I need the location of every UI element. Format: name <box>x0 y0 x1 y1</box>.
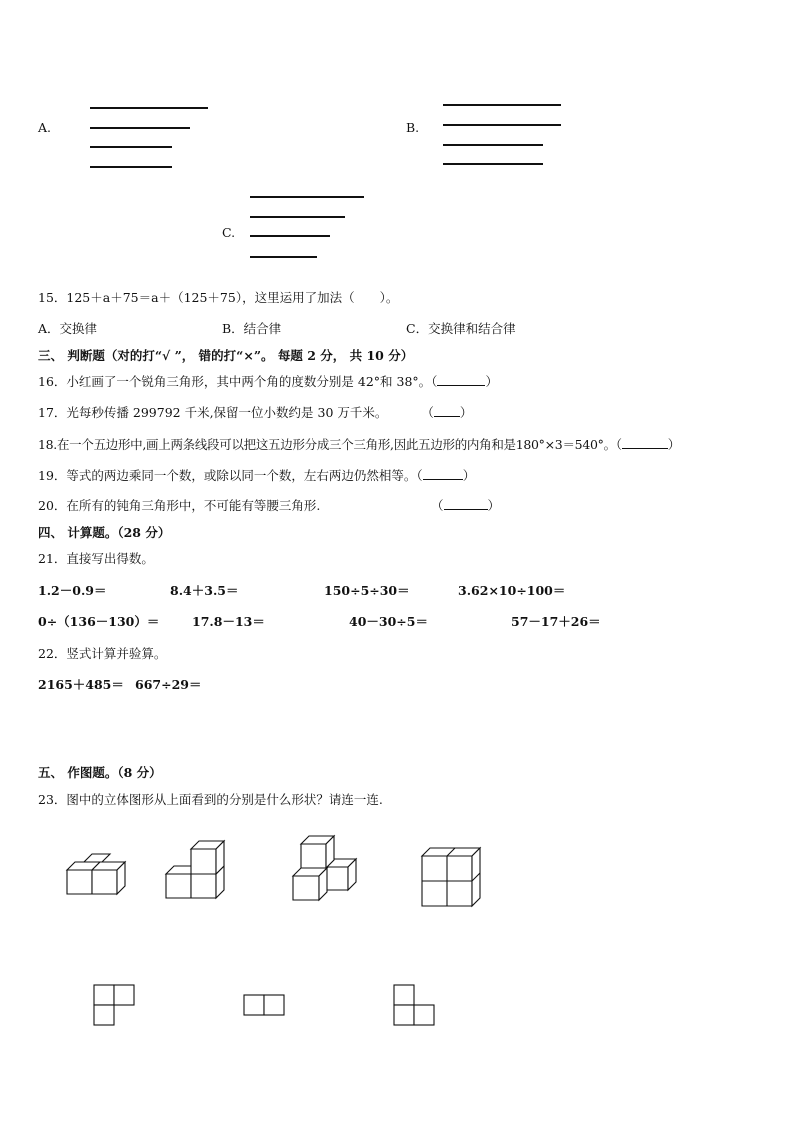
option-a-line-4 <box>90 166 172 168</box>
option-b-line-2 <box>443 124 561 126</box>
cube-block-icon[interactable] <box>419 844 483 908</box>
q23-text: 23．图中的立体图形从上面看到的分别是什么形状？请连一连. <box>38 792 383 807</box>
q15-option-b[interactable]: B．结合律 <box>222 321 282 336</box>
q21-r2-c2: 17.8－13＝ <box>192 614 265 629</box>
l-shape-view-icon[interactable] <box>93 984 137 1028</box>
q18-paren-close: ） <box>667 437 680 452</box>
q16-text <box>38 376 498 389</box>
q21-r1-c1: 1.2－0.9＝ <box>38 583 107 598</box>
q15-text: 15．125＋a＋75＝a＋（125＋75），这里运用了加法（ ）。 <box>38 290 399 305</box>
q20-paren-open: （ <box>431 498 444 513</box>
q17-text <box>38 407 472 420</box>
q18-text <box>38 439 680 452</box>
q17-answer-blank[interactable] <box>434 416 460 417</box>
q15-option-c[interactable]: C．交换律和结合律 <box>406 321 516 336</box>
q18-statement: 18.在一个五边形中,画上两条线段可以把这五边形分成三个三角形,因此五边形的内角和是180°×3＝540°。 <box>38 437 616 452</box>
q22-item-1: 2165＋485＝ <box>38 677 124 692</box>
option-c-line-4 <box>250 256 317 258</box>
q20-paren-close: ） <box>487 498 501 513</box>
option-c-line-1 <box>250 196 364 198</box>
q21-text: 21．直接写出得数。 <box>38 551 154 566</box>
q16-statement: 16．小红画了一个锐角三角形，其中两个角的度数分别是 42°和 38°。 <box>38 374 432 389</box>
q18-answer-blank[interactable] <box>622 448 668 449</box>
option-b-line-3 <box>443 144 543 146</box>
q19-statement: 19．等式的两边乘同一个数，或除以同一个数，左右两边仍然相等。 <box>38 468 417 483</box>
section3-title: 三、 判断题（对的打“√ ”， 错的打“×”。 每题 2 分， 共 10 分） <box>38 348 414 363</box>
q16-paren-open: （ <box>431 374 438 389</box>
q21-r2-c1: 0÷（136－130）＝ <box>38 614 160 629</box>
q19-paren-open: （ <box>416 468 423 483</box>
option-a-label: A. <box>38 120 52 135</box>
section5-title: 五、 作图题。（8 分） <box>38 765 162 780</box>
option-a-line-1 <box>90 107 208 109</box>
q21-r2-c3: 40－30÷5＝ <box>349 614 428 629</box>
option-c-line-3 <box>250 235 330 237</box>
q16-answer-blank[interactable] <box>437 385 485 386</box>
q15-option-a[interactable]: A．交换律 <box>38 321 98 336</box>
option-b-line-1 <box>443 104 561 106</box>
two-cubes-row-icon[interactable] <box>62 852 128 898</box>
q19-paren-close: ） <box>462 468 476 483</box>
option-b-label: B. <box>406 120 420 135</box>
option-a-line-2 <box>90 127 190 129</box>
q21-r1-c2: 8.4＋3.5＝ <box>170 583 239 598</box>
l-shape-view-icon-2[interactable] <box>393 984 437 1028</box>
two-squares-view-icon[interactable] <box>243 994 287 1018</box>
q21-r1-c4: 3.62×10÷100＝ <box>458 583 566 598</box>
q20-answer <box>431 500 500 513</box>
q17-paren-open: （ <box>421 405 434 420</box>
section4-title: 四、 计算题。（28 分） <box>38 525 171 540</box>
option-a-line-3 <box>90 146 172 148</box>
q16-paren-close: ） <box>485 374 498 389</box>
q19-answer-blank[interactable] <box>423 479 463 480</box>
q21-r1-c3: 150÷5÷30＝ <box>324 583 410 598</box>
option-c-line-2 <box>250 216 345 218</box>
q22-text: 22．竖式计算并验算。 <box>38 646 167 661</box>
q21-r2-c4: 57－17＋26＝ <box>511 614 601 629</box>
q17-statement: 17．光每秒传播 299792 千米,保留一位小数约是 30 万千米。 <box>38 405 388 420</box>
option-c-label: C. <box>222 225 236 240</box>
q20-answer-blank[interactable] <box>444 509 488 510</box>
q18-paren-open: （ <box>615 437 622 452</box>
option-b-line-4 <box>443 163 543 165</box>
four-cubes-icon[interactable] <box>291 832 363 902</box>
q17-paren-close: ） <box>459 405 473 420</box>
q19-text <box>38 470 475 483</box>
three-cubes-l-icon[interactable] <box>163 838 227 900</box>
q22-item-2: 667÷29＝ <box>135 677 202 692</box>
q20-text: 20．在所有的钝角三角形中，不可能有等腰三角形. <box>38 498 321 513</box>
